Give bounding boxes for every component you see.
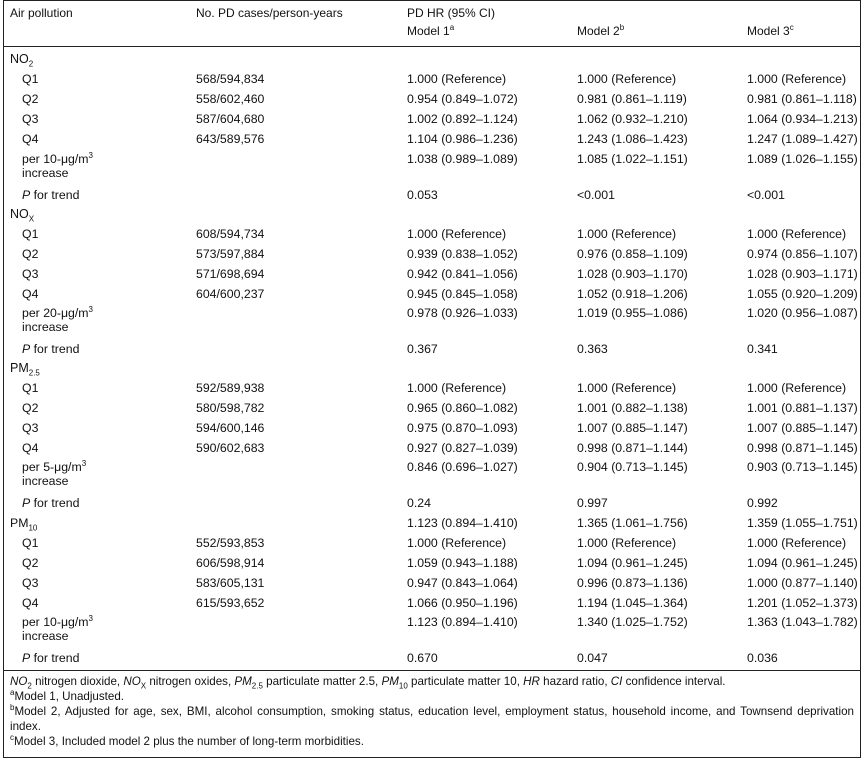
table-row-p-trend: P for trend 0.670 0.047 0.036 [22, 651, 778, 665]
table-row: Q3 594/600,146 0.975 (0.870–1.093) 1.007 (0.885–1.147) 1.007 (0.885–1.147) [22, 421, 858, 435]
section-title-nox: $NO_X$ [10, 207, 35, 224]
section-title-no2: $NO_2$ [10, 52, 34, 69]
table-row: Q2 580/598,782 0.965 (0.860–1.082) 1.001 (0.882–1.138) 1.001 (0.881–1.137) [22, 401, 858, 415]
frame-bottom-rule [4, 757, 860, 758]
table-row-p-trend: P for trend 0.24 0.997 0.992 [22, 496, 778, 510]
table-row: Q4 615/593,652 1.066 (0.950–1.196) 1.194 (1.045–1.364) 1.201 (1.052–1.373) [22, 596, 858, 610]
footnote-c: $^c$Model 3, Included model 2 plus the number of long-term morbidities. [10, 733, 364, 748]
header-model1: Model 1$^a$ [407, 23, 455, 38]
table-row: Q1 608/594,734 1.000 (Reference) 1.000 (Reference) 1.000 (Reference) [22, 227, 847, 241]
table-row-p-trend: P for trend 0.053 <0.001 <0.001 [22, 188, 785, 202]
header-hr: PD HR (95% CI) [407, 6, 496, 20]
table-top-rule [4, 0, 860, 1]
table-row: Q2 558/602,460 0.954 (0.849–1.072) 0.981 (0.861–1.119) 0.981 (0.861–1.118) [22, 92, 857, 106]
table-row-per-increase: per $5-\mu g/m^3$ increase 0.846 (0.696–1.027) 0.904 (0.713–1.145) 0.903 (0.713–1.145) [22, 458, 858, 488]
header-model2: Model 2$^b$ [577, 23, 625, 38]
table-row-per-increase: per $10-\mu g/m^3$ increase 1.123 (0.894–1.410) 1.340 (1.025–1.752) 1.363 (1.043–1.782) [22, 613, 858, 643]
header-model3: Model 3$^c$ [747, 23, 794, 38]
footnote-a: $^a$Model 1, Unadjusted. [10, 688, 125, 703]
header-bottom-rule [4, 46, 860, 47]
table-row: Q4 604/600,237 0.945 (0.845–1.058) 1.052 (0.918–1.206) 1.055 (0.920–1.209) [22, 287, 858, 301]
table-row: Q3 587/604,680 1.002 (0.892–1.124) 1.062 (0.932–1.210) 1.064 (0.934–1.213) [22, 112, 858, 126]
table-row: Q2 573/597,884 0.939 (0.838–1.052) 0.976 (0.858–1.109) 0.974 (0.856–1.107) [22, 247, 858, 261]
table-row: Q1 592/589,938 1.000 (Reference) 1.000 (Reference) 1.000 (Reference) [22, 381, 847, 395]
table-row: Q4 590/602,683 0.927 (0.827–1.039) 0.998 (0.871–1.144) 0.998 (0.871–1.145) [22, 441, 858, 455]
header-air-pollution: Air pollution [10, 6, 73, 20]
table-row-per-increase: per $20-\mu g/m^3$ increase 0.978 (0.926–1.033) 1.019 (0.955–1.086) 1.020 (0.956–1.087) [22, 304, 858, 334]
table-row: Q1 568/594,834 1.000 (Reference) 1.000 (Reference) 1.000 (Reference) [22, 72, 847, 86]
footnote-b: $^b$Model 2, Adjusted for age, sex, BMI, alcohol consumption, smoking status, education level, employment status, household income, and Townsend deprivation index. [10, 703, 854, 733]
header-cases: No. PD cases/person-years [196, 6, 343, 20]
section-title-pm25: $PM_{2.5}$ [10, 361, 40, 378]
table-bottom-rule [4, 670, 860, 671]
section-title-pm10: $PM_{10}$ [10, 516, 38, 533]
table-row: Q3 571/698,694 0.942 (0.841–1.056) 1.028 (0.903–1.170) 1.028 (0.903–1.171) [22, 267, 858, 281]
abbreviations-note: $NO_2$ nitrogen dioxide, $NO_X$ nitrogen oxides, $PM_{2.5}$ particulate matter 2.5, $PM_{10}$ particulate matter 10, HR hazard ratio, CI confidence interval. [10, 675, 726, 691]
table-footnotes [10, 674, 854, 749]
results-table [3, 0, 861, 758]
table-row: Q4 643/589,576 1.104 (0.986–1.236) 1.243 (1.086–1.423) 1.247 (1.089–1.427) [22, 132, 858, 146]
table-row: Q3 583/605,131 0.947 (0.843–1.064) 0.996 (0.873–1.136) 1.000 (0.877–1.140) [22, 576, 858, 590]
table-row-p-trend: P for trend 0.367 0.363 0.341 [22, 342, 778, 356]
table-row-per-increase: per $10-\mu g/m^3$ increase 1.038 (0.989–1.089) 1.085 (1.022–1.151) 1.089 (1.026–1.155) [22, 150, 858, 180]
table-row-section-pm10: $PM_{10}$ 1.123 (0.894–1.410) 1.365 (1.061–1.756) 1.359 (1.055–1.751) [10, 516, 858, 533]
table-row: Q1 552/593,853 1.000 (Reference) 1.000 (Reference) 1.000 (Reference) [22, 536, 847, 550]
table-row: Q2 606/598,914 1.059 (0.943–1.188) 1.094 (0.961–1.245) 1.094 (0.961–1.245) [22, 556, 858, 570]
